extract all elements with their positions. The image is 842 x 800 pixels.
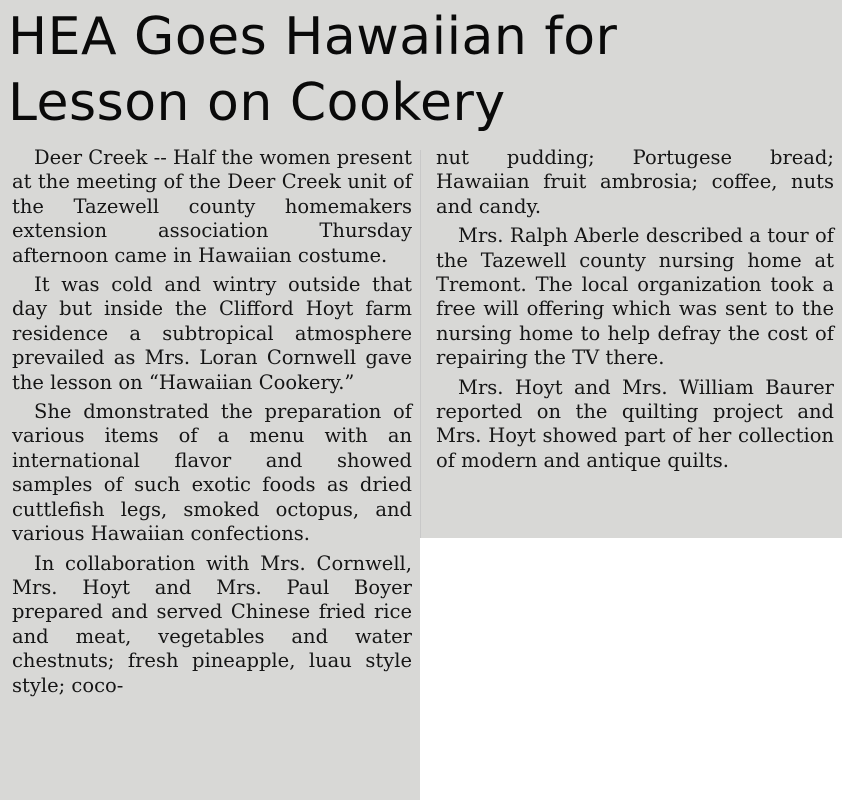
paragraph: She dmonstrated the preparation of various items of a menu with an international flavor and showed samples of such exotic foods as dried cuttlefish legs, smoked octopus, and various Hawaiian confections. <box>12 400 412 546</box>
blank-area <box>420 538 842 800</box>
column-divider <box>420 150 421 540</box>
paragraph: Mrs. Hoyt and Mrs. William Baurer reported on the quilting project and Mrs. Hoyt showed part of her collection of modern and antique quilts. <box>436 375 834 472</box>
paragraph: In collaboration with Mrs. Cornwell, Mrs. Hoyt and Mrs. Paul Boyer prepared and served Chinese fried rice and meat, vegetables and water chestnuts; fresh pineapple, luau style style; coco- <box>12 551 412 697</box>
paragraph: nut pudding; Portugese bread; Hawaiian fruit ambrosia; coffee, nuts and candy. <box>436 146 834 218</box>
headline-line-2: Lesson on Cookery <box>8 73 506 133</box>
right-column <box>436 146 834 478</box>
paragraph: It was cold and wintry outside that day but inside the Clifford Hoyt farm residence a subtropical atmosphere prevailed as Mrs. Loran Cornwell gave the lesson on “Hawaiian Cookery.” <box>12 273 412 394</box>
paragraph: Mrs. Ralph Aberle described a tour of the Tazewell county nursing home at Tremont. The local organization took a free will offering which was sent to the nursing home to help defray the cost of repairing the TV there. <box>436 224 834 370</box>
headline <box>8 4 838 136</box>
headline-line-1: HEA Goes Hawaiian for <box>8 7 618 67</box>
paragraph: Deer Creek -- Half the women present at the meeting of the Deer Creek unit of the Tazewell county homemakers extension association Thursday afternoon came in Hawaiian costume. <box>12 146 412 267</box>
left-column <box>12 146 412 703</box>
